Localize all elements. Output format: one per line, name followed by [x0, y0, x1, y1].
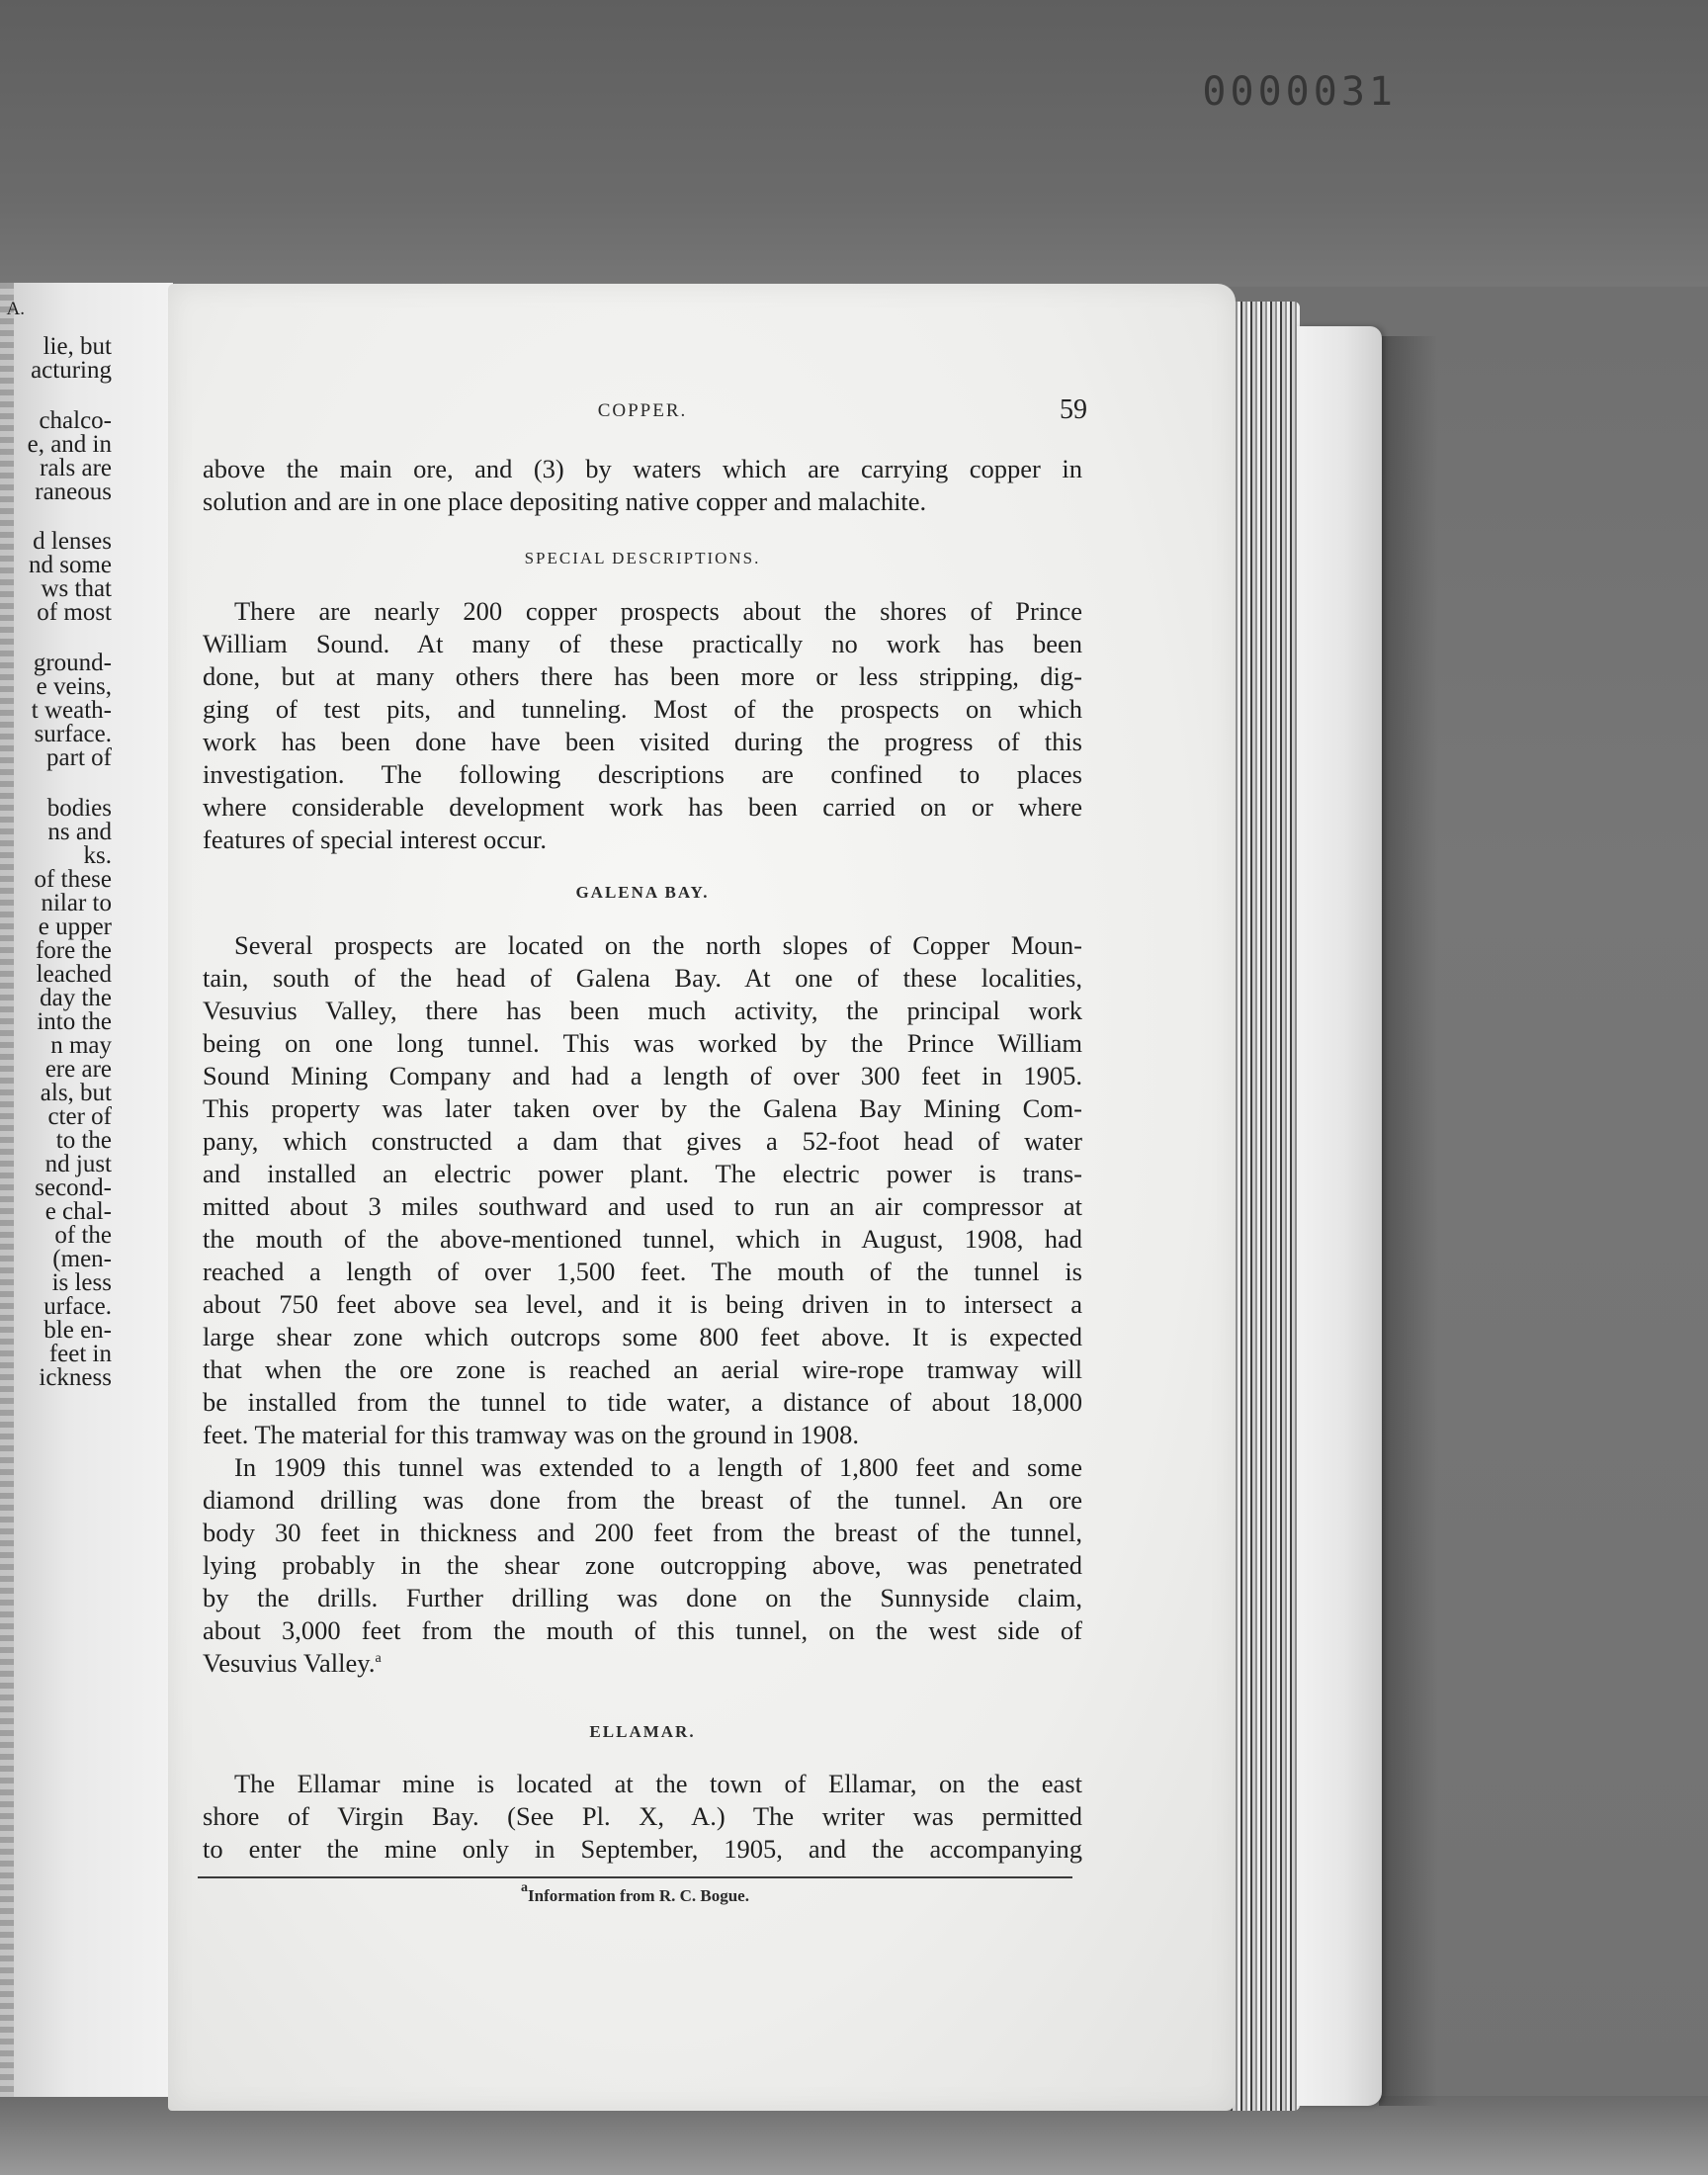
left-page-text-fragment: A.: [6, 299, 25, 319]
left-page-text-fragment: e veins,: [36, 673, 112, 700]
footnote-reference: a: [375, 1651, 382, 1666]
section-heading-galena-bay: GALENA BAY.: [575, 883, 710, 902]
left-page-text-fragment: rals are: [40, 455, 112, 481]
left-page-text-fragment: nd just: [44, 1151, 112, 1177]
text-line: diamond drilling was done from the breast of the tunnel. An ore: [203, 1485, 1082, 1515]
left-page-text-fragment: als, but: [40, 1080, 112, 1106]
running-head-title: COPPER.: [597, 400, 688, 421]
text-line: above the main ore, and (3) by waters which are carrying copper in: [203, 454, 1082, 483]
left-page-text-fragment: n may: [50, 1032, 112, 1059]
left-page-text-fragment: e upper: [38, 914, 112, 940]
text-line: body 30 feet in thickness and 200 feet from the breast of the tunnel,: [203, 1518, 1082, 1547]
text-line: tain, south of the head of Galena Bay. At one of these localities,: [203, 963, 1082, 993]
text-line: Sound Mining Company and had a length of over 300 feet in 1905.: [203, 1061, 1082, 1090]
left-facing-page: [0, 283, 173, 2097]
left-page-text-fragment: of the: [54, 1222, 112, 1249]
text-line: large shear zone which outcrops some 800 feet above. It is expected: [203, 1322, 1082, 1351]
text-line: about 750 feet above sea level, and it is being driven in to intersect a: [203, 1289, 1082, 1319]
left-page-text-fragment: (men-: [52, 1246, 112, 1272]
left-page-text-fragment: day the: [40, 985, 112, 1011]
left-page-text-fragment: ere are: [44, 1056, 112, 1083]
left-page-text-fragment: e chal-: [44, 1198, 112, 1225]
text-line: feet. The material for this tramway was on the ground in 1908.: [203, 1420, 860, 1449]
footnote-mark: a: [521, 1880, 528, 1895]
text-line: This property was later taken over by the Galena Bay Mining Com-: [203, 1093, 1082, 1123]
left-page-text-fragment: ns and: [47, 819, 112, 845]
left-page-text-fragment: d lenses: [33, 528, 112, 555]
left-page-text-fragment: e, and in: [27, 431, 112, 458]
footnote: [198, 1880, 1072, 1906]
text-line: There are nearly 200 copper prospects about the shores of Prince: [234, 596, 1082, 626]
page-number: 59: [1060, 394, 1087, 425]
left-page-text-fragment: acturing: [31, 357, 112, 384]
text-line-content: Vesuvius Valley.: [203, 1648, 376, 1678]
text-line: lying probably in the shear zone outcropping above, was penetrated: [203, 1550, 1082, 1580]
text-line: In 1909 this tunnel was extended to a length of 1,800 feet and some: [234, 1452, 1082, 1482]
left-page-text-fragment: ble en-: [43, 1317, 112, 1344]
left-page-text-fragment: urface.: [43, 1293, 112, 1320]
text-line: be installed from the tunnel to tide water, a distance of about 18,000: [203, 1387, 1082, 1417]
text-line: features of special interest occur.: [203, 825, 548, 854]
left-page-text-fragment: chalco-: [39, 407, 112, 434]
book-cover-shadow: [1379, 336, 1438, 2106]
text-line: about 3,000 feet from the mouth of this tunnel, on the west side of: [203, 1615, 1082, 1645]
text-line: [203, 1647, 1082, 1680]
text-line: mitted about 3 miles southward and used to run an air compressor at: [203, 1191, 1082, 1221]
footnote-text: Information from R. C. Bogue.: [528, 1886, 749, 1905]
left-page-text-fragment: lie, but: [43, 333, 112, 360]
left-page-text-fragment: surface.: [34, 721, 112, 747]
left-page-text-fragment: to the: [55, 1127, 112, 1154]
left-page-text-fragment: ks.: [83, 842, 112, 869]
left-page-text-fragment: of most: [37, 599, 112, 626]
left-page-text-fragment: part of: [46, 744, 112, 771]
text-line: ging of test pits, and tunneling. Most of the prospects on which: [203, 694, 1082, 724]
left-page-text-fragment: fore the: [35, 937, 112, 964]
left-page-text-fragment: t weath-: [31, 697, 112, 724]
text-line: shore of Virgin Bay. (See Pl. X, A.) The writer was permitted: [203, 1801, 1082, 1831]
left-page-text-fragment: feet in: [48, 1341, 112, 1367]
left-page-text-fragment: of these: [34, 866, 112, 893]
text-line: and installed an electric power plant. The electric power is trans-: [203, 1159, 1082, 1188]
text-line: that when the ore zone is reached an aerial wire-rope tramway will: [203, 1354, 1082, 1384]
text-line: to enter the mine only in September, 1905, and the accompanying: [203, 1834, 1082, 1864]
left-page-text-fragment: ws that: [41, 575, 112, 602]
left-page-text-fragment: leached: [36, 961, 112, 988]
text-line: the mouth of the above-mentioned tunnel, which in August, 1908, had: [203, 1224, 1082, 1254]
section-heading-ellamar: ELLAMAR.: [589, 1722, 696, 1741]
book-back-cover: [1297, 326, 1382, 2106]
text-line: pany, which constructed a dam that gives a 52-foot head of water: [203, 1126, 1082, 1156]
footnote-rule: [198, 1876, 1072, 1878]
text-line: William Sound. At many of these practically no work has been: [203, 629, 1082, 658]
text-line: being on one long tunnel. This was worked by the Prince William: [203, 1028, 1082, 1058]
running-head: [198, 394, 1087, 434]
left-page-text-fragment: is less: [51, 1269, 112, 1296]
text-line: reached a length of over 1,500 feet. The mouth of the tunnel is: [203, 1257, 1082, 1286]
left-page-text-fragment: nd some: [28, 552, 112, 578]
text-line: Vesuvius Valley, there has been much activity, the principal work: [203, 996, 1082, 1025]
left-page-text-fragment: raneous: [35, 478, 112, 505]
left-page-text-fragment: cter of: [47, 1103, 112, 1130]
book-page-edges: [1231, 302, 1300, 2111]
left-page-text-fragment: ground-: [33, 650, 112, 676]
text-line: investigation. The following descriptions are confined to places: [203, 759, 1082, 789]
text-line: work has been done have been visited during the progress of this: [203, 727, 1082, 756]
section-heading-special-descriptions: SPECIAL DESCRIPTIONS.: [524, 549, 761, 567]
scan-stamp-number: 0000031: [1202, 69, 1397, 115]
left-page-text-fragment: bodies: [46, 795, 112, 822]
text-line: The Ellamar mine is located at the town of Ellamar, on the east: [234, 1769, 1082, 1798]
left-page-text-fragment: into the: [37, 1008, 112, 1035]
text-line: Several prospects are located on the north slopes of Copper Moun-: [234, 930, 1082, 960]
text-line: by the drills. Further drilling was done on the Sunnyside claim,: [203, 1583, 1082, 1612]
left-page-text-fragment: second-: [35, 1174, 112, 1201]
left-page-text-fragment: ickness: [39, 1364, 112, 1391]
text-line: solution and are in one place depositing native copper and malachite.: [203, 486, 927, 516]
text-line: done, but at many others there has been more or less stripping, dig-: [203, 661, 1082, 691]
left-page-binding-edge: [0, 283, 14, 2097]
left-page-text-fragment: nilar to: [41, 890, 112, 916]
text-line: where considerable development work has been carried on or where: [203, 792, 1082, 822]
scan-background-top: [0, 0, 1708, 287]
